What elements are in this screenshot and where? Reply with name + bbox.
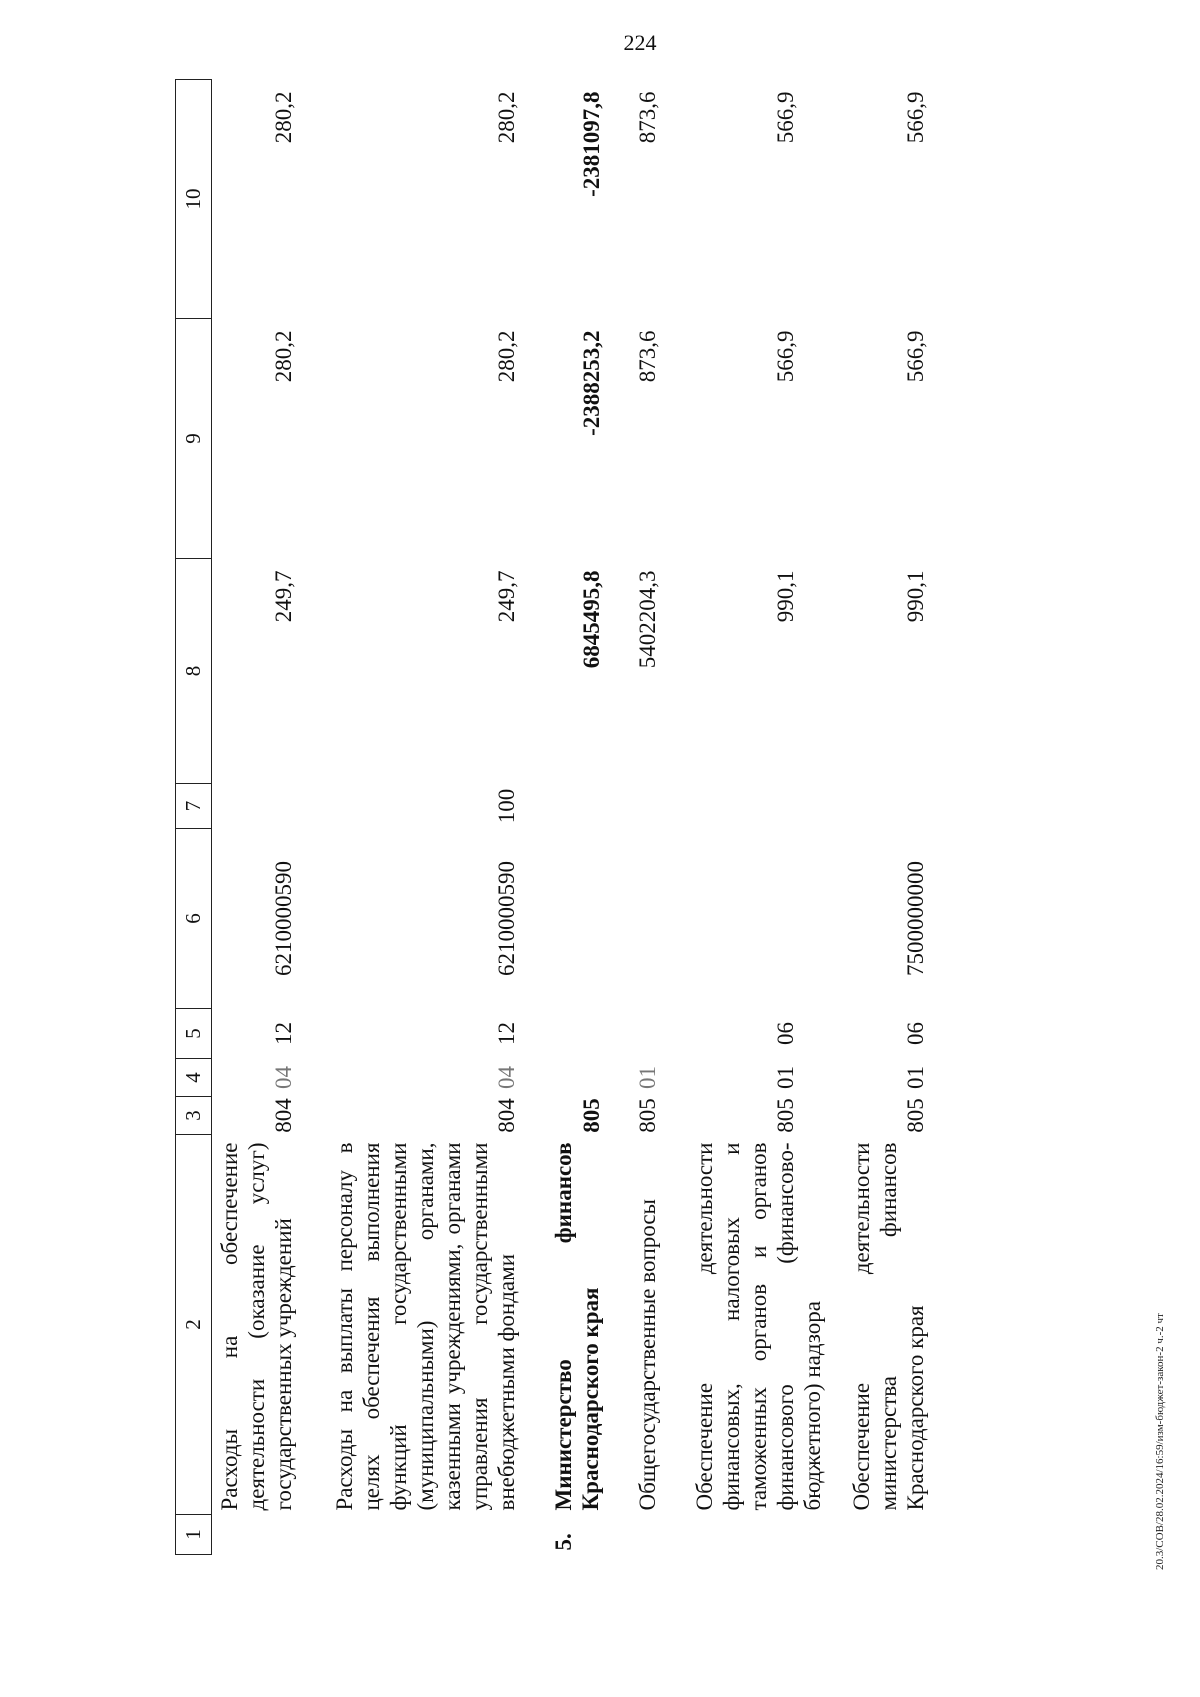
cell-section: 01 xyxy=(773,1066,798,1089)
cell-amount-8: 6845495,8 xyxy=(579,570,604,669)
cell-amount-9: 566,9 xyxy=(773,330,798,383)
cell-amount-8: 990,1 xyxy=(773,570,798,623)
cell-subsection: 12 xyxy=(271,1022,296,1045)
cell-subsection: 06 xyxy=(903,1022,928,1045)
cell-ministry-code: 804 xyxy=(271,1098,296,1133)
cell-target-article: 6210000590 xyxy=(494,861,519,976)
cell-target-article: 7500000000 xyxy=(903,861,928,976)
cell-section: 04 xyxy=(271,1066,296,1089)
col-header: 3 xyxy=(176,1097,212,1135)
col-header: 4 xyxy=(176,1059,212,1097)
cell-expense-type xyxy=(844,784,947,829)
row-name: Расходы на обеспечение деятельности (оказание услуг) государственных учреждений xyxy=(217,1142,296,1511)
table-row xyxy=(315,80,538,1555)
row-number xyxy=(212,1515,316,1555)
cell-amount-9: -2388253,2 xyxy=(579,330,604,436)
table-row xyxy=(687,80,844,1555)
cell-amount-10: 566,9 xyxy=(903,91,928,144)
cell-section xyxy=(538,1059,622,1097)
cell-ministry-code: 805 xyxy=(635,1098,660,1133)
cell-target-article xyxy=(687,829,844,1009)
cell-expense-type xyxy=(212,784,316,829)
cell-amount-8: 249,7 xyxy=(271,570,296,623)
cell-expense-type: 100 xyxy=(494,788,519,824)
row-number xyxy=(687,1515,844,1555)
cell-target-article xyxy=(622,829,687,1009)
cell-expense-type xyxy=(622,784,687,829)
cell-subsection xyxy=(622,1009,687,1059)
cell-target-article xyxy=(538,829,622,1009)
cell-amount-10: 873,6 xyxy=(635,91,660,144)
cell-section: 01 xyxy=(635,1066,660,1089)
row-name: Общегосударственные вопросы xyxy=(635,1199,660,1511)
cell-section: 04 xyxy=(494,1066,519,1089)
cell-amount-10: 280,2 xyxy=(271,91,296,144)
cell-ministry-code: 805 xyxy=(579,1098,604,1133)
cell-subsection xyxy=(538,1009,622,1059)
col-header: 2 xyxy=(176,1135,212,1515)
cell-amount-8: 990,1 xyxy=(903,570,928,623)
row-name: Обеспечение деятельности финансовых, налоговых и таможенных органов и органов финансового (финансово-бюджетного) надзора xyxy=(692,1142,825,1511)
page-number: 224 xyxy=(623,30,657,55)
cell-target-article: 6210000590 xyxy=(271,861,296,976)
row-number xyxy=(622,1515,687,1555)
cell-amount-10: 566,9 xyxy=(773,91,798,144)
budget-table xyxy=(175,79,947,1555)
col-header: 1 xyxy=(176,1515,212,1555)
cell-subsection: 06 xyxy=(773,1022,798,1045)
row-number xyxy=(315,1515,538,1555)
row-name: Обеспечение деятельности министерства финансов Краснодарского края xyxy=(849,1142,928,1511)
col-header: 9 xyxy=(176,319,212,559)
col-header: 6 xyxy=(176,829,212,1009)
cell-section: 01 xyxy=(903,1066,928,1089)
cell-amount-10: 280,2 xyxy=(494,91,519,144)
cell-ministry-code: 805 xyxy=(903,1098,928,1133)
cell-amount-9: 280,2 xyxy=(271,330,296,383)
table-row xyxy=(212,80,316,1555)
cell-subsection: 12 xyxy=(494,1022,519,1045)
cell-amount-9: 873,6 xyxy=(635,330,660,383)
document-footer-code: 20.3/СОВ/28.02.2024/16:59/изм-бюджет-закон-2 ч.-2 чт xyxy=(1154,1313,1166,1570)
cell-amount-10: -2381097,8 xyxy=(579,91,604,197)
col-header: 5 xyxy=(176,1009,212,1059)
table-row xyxy=(622,80,687,1555)
cell-expense-type xyxy=(687,784,844,829)
cell-ministry-code: 804 xyxy=(494,1098,519,1133)
header-row xyxy=(176,80,212,1555)
cell-amount-8: 5402204,3 xyxy=(635,570,660,669)
table-row xyxy=(844,80,947,1555)
rotated-budget-table xyxy=(175,80,1075,1555)
row-number: 5. xyxy=(551,1533,576,1551)
table-row xyxy=(538,80,622,1555)
cell-amount-8: 249,7 xyxy=(494,570,519,623)
cell-expense-type xyxy=(538,784,622,829)
col-header: 7 xyxy=(176,784,212,829)
row-name: Расходы на выплаты персоналу в целях обеспечения выполнения функций государственными (муниципальными) органами, казенными учреждениями, органами управления государственными внебюджетными фондами xyxy=(332,1142,519,1511)
cell-amount-9: 566,9 xyxy=(903,330,928,383)
row-number xyxy=(844,1515,947,1555)
col-header: 8 xyxy=(176,559,212,784)
cell-ministry-code: 805 xyxy=(773,1098,798,1133)
cell-amount-9: 280,2 xyxy=(494,330,519,383)
col-header: 10 xyxy=(176,80,212,319)
row-name: Министерство финансов Краснодарского края xyxy=(551,1142,603,1511)
